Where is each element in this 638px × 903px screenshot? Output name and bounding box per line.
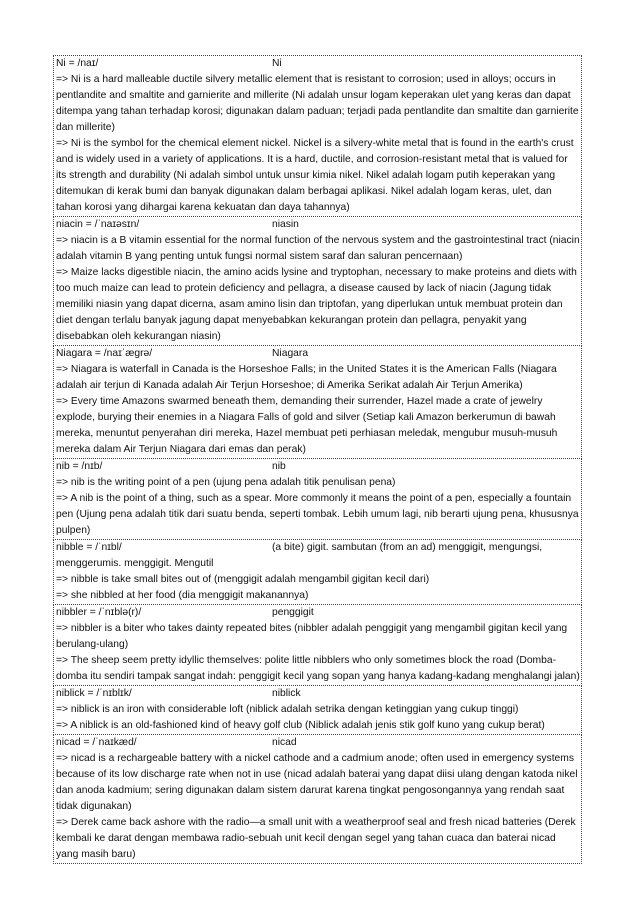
dictionary-entry: [53, 346, 582, 459]
entry-example: => Every time Amazons swarmed beneath them, demanding their surrender, Hazel made a crate of jewelry explode, burying their enemies in a Niagara Falls of gold and silver (Setiap kali Amazon berkerumun di bawah mereka, menuntut penyerahan diri mereka, Hazel membuat peti perhiasan meledak, mengubur musuh-musuh mereka dalam Air Terjun Niagara dari emas dan perak): [56, 396, 558, 455]
entry-definition: => nibbler is a biter who takes dainty repeated bites (nibbler adalah penggigit yang mengambil gigitan kecil yang berulang-ulang): [56, 623, 568, 650]
entry-term: Ni = /naɪ/: [56, 58, 99, 69]
entry-example: => Maize lacks digestible niacin, the amino acids lysine and tryptophan, necessary to make proteins and diets with too much maize can lead to protein deficiency and pellagra, a disease caused by lack of niacin (Jagung tidak memiliki niasin yang dapat dicerna, asam amino lisin dan triptofan, yang diperlukan untuk membuat protein dan diet dengan terlalu banyak jagung dapat menyebabkan kekurangan protein dan pellagra, penyakit yang disebabkan oleh kekurangan niasin): [56, 267, 577, 342]
entry-headword-row: [54, 346, 581, 362]
entry-definition: => Niagara is waterfall in Canada is the Horseshoe Falls; in the United States it is the American Falls (Niagara adalah air terjun di Kanada adalah Air Terjun Horseshoe; di Amerika Serikat adalah Air Terjun Amerika): [56, 364, 557, 391]
entry-term: nicad = /ˈnaɪkæd/: [56, 737, 137, 748]
dictionary-entry: [53, 735, 582, 864]
dictionary-entry: [53, 686, 582, 735]
entry-translation: penggigit: [272, 607, 314, 618]
entry-example: => The sheep seem pretty idyllic themselves: polite little nibblers who only sometimes block the road (Domba-domba itu sendiri tampak sangat indah: penggigit kecil yang sopan yang hanya kadang-kadang menghalangi jalan): [56, 655, 580, 682]
entry-translation: nicad: [272, 737, 297, 748]
dictionary-document: [53, 55, 582, 864]
entry-term: niacin = /ˈnaɪəsɪn/: [56, 219, 140, 230]
entry-headword-row: [54, 217, 581, 233]
entry-headword-row: [54, 56, 581, 72]
entry-example: => Ni is the symbol for the chemical element nickel. Nickel is a silvery-white metal that is found in the earth's crust and is widely used in a variety of applications. It is a hard, ductile, and corrosion-resistant metal that is valued for its strength and durability (Ni adalah simbol untuk unsur kimia nikel. Nikel adalah logam putih keperakan yang ditemukan di kerak bumi dan banyak digunakan dalam berbagai aplikasi. Nikel adalah logam keras, ulet, dan tahan korosi yang dihargai karena kekuatan dan daya tahannya): [56, 138, 574, 213]
entry-translation: (a bite) gigit. sambutan (from an ad) menggigit, mengungsi, menggerumis. menggigit. Mengutil: [56, 542, 543, 569]
entry-term: nib = /nɪb/: [56, 461, 103, 472]
dictionary-entry: [53, 540, 582, 605]
entry-example: => A niblick is an old-fashioned kind of heavy golf club (Niblick adalah jenis stik golf kuno yang cukup berat): [56, 720, 545, 731]
entry-definition: => nibble is take small bites out of (menggigit adalah mengambil gigitan kecil dari): [56, 574, 430, 585]
entry-headword-row: [54, 459, 581, 475]
entry-headword-row: [54, 735, 581, 751]
entry-example: => A nib is the point of a thing, such as a spear. More commonly it means the point of a pen, especially a fountain pen (Ujung pena adalah titik dari suatu benda, seperti tombak. Lebih umum lagi, nib berarti ujung pena, khususnya pulpen): [56, 493, 579, 536]
entry-definition: => nicad is a rechargeable battery with a nickel cathode and a cadmium anode; often used in emergency systems because of its low discharge rate when not in use (nicad adalah baterai yang dapat diisi ulang dengan katoda nikel dan anoda kadmium; sering digunakan dalam sistem darurat karena tingkat pengosongannya yang rendah saat tidak digunakan): [56, 753, 578, 812]
entry-term: Niagara = /naɪˈæɡrə/: [56, 348, 153, 359]
entry-translation: Ni: [272, 58, 282, 69]
entry-example: => Derek came back ashore with the radio—a small unit with a weatherproof seal and fresh nicad batteries (Derek kembali ke darat dengan membawa radio-sebuah unit kecil dengan segel yang tahan cuaca dan baterai nicad yang masih baru): [56, 817, 576, 860]
entry-example: => she nibbled at her food (dia menggigit makanannya): [56, 590, 309, 601]
entry-definition: => niblick is an iron with considerable loft (niblick adalah setrika dengan ketinggian yang cukup tinggi): [56, 704, 519, 715]
entry-translation: niasin: [272, 219, 299, 230]
entry-definition: => niacin is a B vitamin essential for the normal function of the nervous system and the gastrointestinal tract (niacin adalah vitamin B yang penting untuk fungsi normal sistem saraf dan saluran pencernaan): [56, 235, 580, 262]
entry-definition: => Ni is a hard malleable ductile silvery metallic element that is resistant to corrosion; used in alloys; occurs in pentlandite and smaltite and garnierite and millerite (Ni adalah unsur logam keperakan ulet yang keras dan dapat ditempa yang tahan terhadap korosi; digunakan dalam paduan; terjadi pada pentlandite dan smaltite dan garnierite dan millerite): [56, 74, 579, 133]
entry-term: nibble = /ˈnɪbl/: [56, 542, 122, 553]
entry-definition: => nib is the writing point of a pen (ujung pena adalah titik penulisan pena): [56, 477, 396, 488]
entry-headword-row: [54, 540, 581, 572]
entry-translation: nib: [272, 461, 286, 472]
entry-term: niblick = /ˈnɪblɪk/: [56, 688, 132, 699]
dictionary-entry: [53, 217, 582, 346]
dictionary-entry: [53, 459, 582, 540]
dictionary-entry: [53, 605, 582, 686]
entry-headword-row: [54, 686, 581, 702]
entry-term: nibbler = /ˈnɪblə(r)/: [56, 607, 142, 618]
dictionary-entry: [53, 55, 582, 217]
entry-headword-row: [54, 605, 581, 621]
entry-translation: niblick: [272, 688, 301, 699]
entry-translation: Niagara: [272, 348, 309, 359]
